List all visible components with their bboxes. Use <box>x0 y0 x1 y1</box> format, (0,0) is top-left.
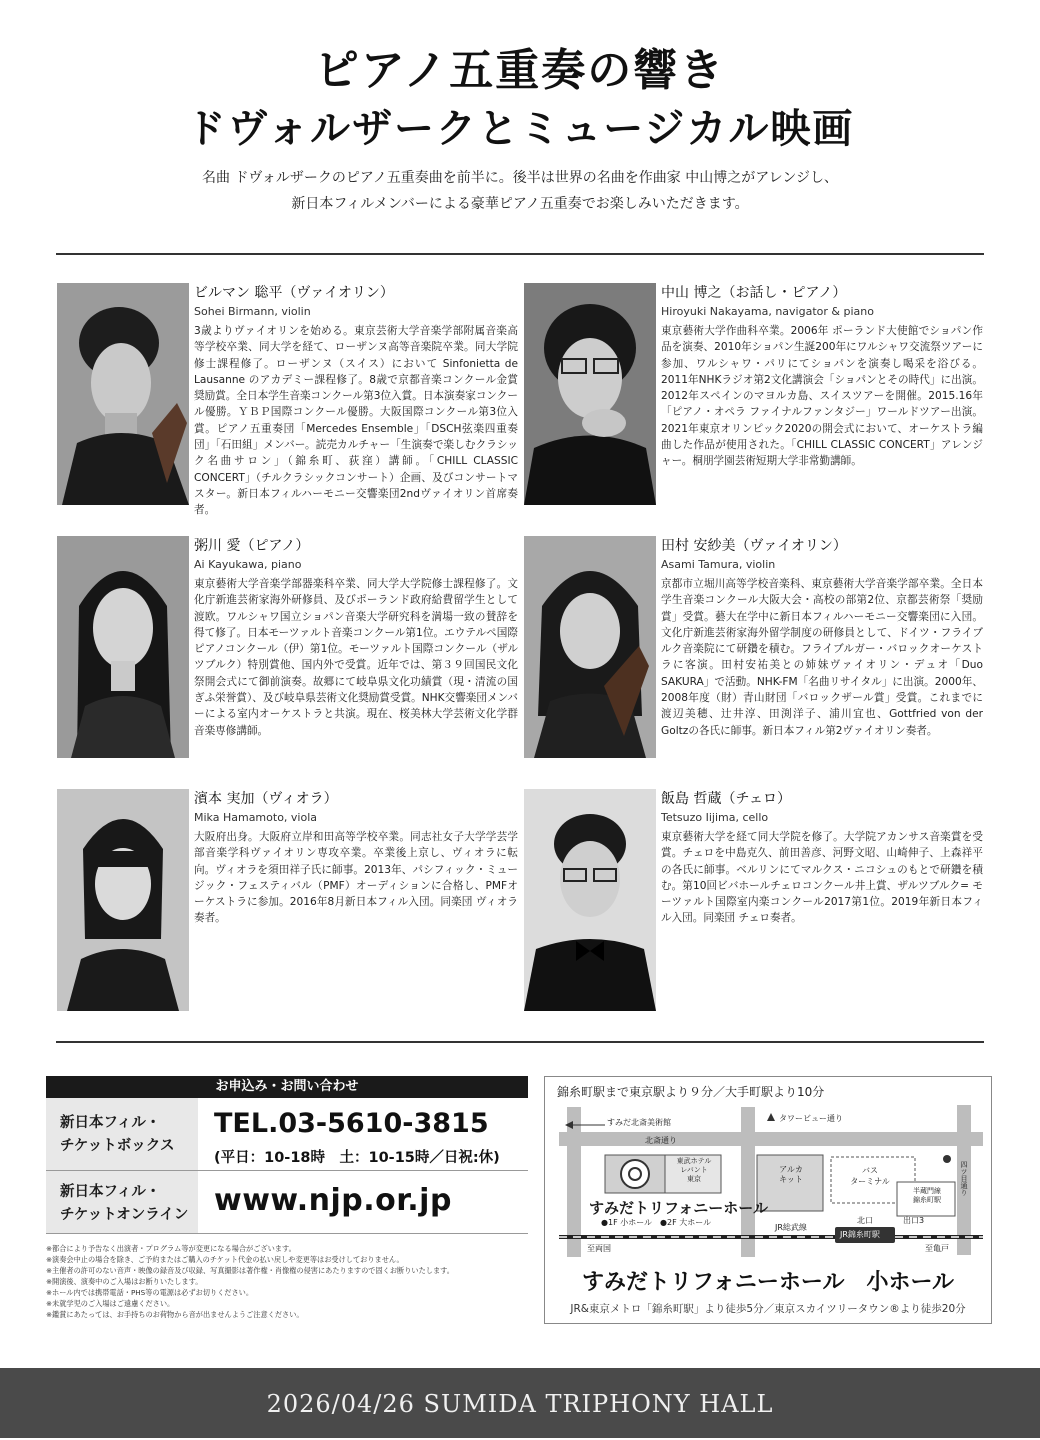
office-hours: (平日：10-18時 土：10-15時／日祝:休) <box>214 1150 500 1166</box>
performer-name-ja: 飯島 哲蔵（チェロ） <box>661 791 792 807</box>
performer-name-ja: 粥川 愛（ピアノ） <box>194 538 310 554</box>
phone-number[interactable]: TEL.03-5610-3815 <box>214 1108 489 1139</box>
map-label-jr-line: JR総武線 <box>775 1223 807 1232</box>
map-label-arcakit <box>775 1165 807 1185</box>
map-label-hotel-1: 東武ホテル <box>676 1157 712 1165</box>
performer-photo-kayukawa <box>57 536 189 758</box>
performer-bio-text: 東京藝術大学音楽学部器楽科卒業、同大学大学院修士課程修了。文化庁新進芸術家海外研修員、及びポーランド政府給費留学生として渡欧。ワルシャワ国立ショパン音楽大学研究科を満場一致の賛辞を得て修了。日本モーツァルト音楽コンクール第1位。エウテルペ国際ピアノコンクール（伊）第1位。モーツァルト国際コンクール（ザルツブルク）特別賞他、国内外で受賞。近年では、第３９回国民文化祭開会式にて御前演奏。故郷にて岐阜県文化功績賞（現・清流の国ぎふ栄誉賞）、及び岐阜県芸術文化奨励賞受賞。NHK交響楽団メンバーによる室内オーケストラと共演。現在、桜美林大学芸術文化学群音楽専修講師。 <box>194 578 519 737</box>
performer-bio-text: 3歳よりヴァイオリンを始める。東京芸術大学音楽学部附属音楽高等学校卒業、同大学を経て、ローザンヌ高等音楽院卒業。同大学院修士課程修了。ローザンヌ（スイス）において Sinfonietta de Lausanne のアカデミー課程修了。8歳で京都音楽コンクール金賞奨励賞。全日本学生音楽コンクール第3位入賞。日本演奏家コンクール優勝。ＹＢＰ国際コンクール優勝。大阪国際コンクール第3位入賞。ピアノ五重奏団「Mercedes Ensemble」「DSCH弦楽四重奏団」「石田組」メンバー。読売カルチャー「生演奏で楽しむクラシック名曲サロン」（錦糸町、荻窪）講師。「CHILL CLASSIC CONCERT」（チルクラシックコンサート）企画、及びコンサートマスター。新日本フィルハーモニー交響楽団2ndヴァイオリン首席奏者。 <box>194 325 518 517</box>
contact-phone-row <box>46 1098 528 1171</box>
performer-name-ja: 田村 安紗美（ヴァイオリン） <box>661 538 847 554</box>
web-label-line-1: 新日本フィル・ <box>60 1184 161 1200</box>
map-label-bus-2: ターミナル <box>850 1177 890 1186</box>
performer-name-en: Ai Kayukawa, piano <box>194 558 302 571</box>
map-label-hotel-2: レバント <box>680 1166 708 1174</box>
note-item: ※開演後、演奏中のご入場はお断りいたします。 <box>46 1277 203 1286</box>
map-label-hotel-3: 東京 <box>687 1175 701 1183</box>
performer-photo-tamura <box>524 536 656 758</box>
performer-bio-nakayama <box>661 283 983 470</box>
performer-bio-text: 東京藝術大学作曲科卒業。2006年 ポーランド大使館でショパン作品を演奏、2010年ショパン生誕200年にワルシャワ交流祭ツアーに参加、ワルシャワ・パリにてショパンを演奏し喝采を浴びる。2011年NHKラジオ第2文化講演会「ショパンとその時代」に出演。2012年スペインのマヨルカ島、スイスツアーを開催。2015.16年「ピアノ・オペラ ファイナルファンタジー」ワールドツアー出演。2021年東京オリンピック2020の開会式において、オーケストラ編曲した作品が使用された。「CHILL CLASSIC CONCERT」アレンジャー。桐朋学園芸術短期大学非常勤講師。 <box>661 325 983 468</box>
map-travel-time: 錦糸町駅まで東京駅より９分／大手町駅より10分 <box>557 1085 825 1099</box>
map-label-bus-terminal <box>845 1165 895 1187</box>
map-label-bus-1: バス <box>862 1166 878 1175</box>
performer-name-en: Hiroyuki Nakayama, navigator & piano <box>661 305 874 318</box>
performer-photo-nakayama <box>524 283 656 505</box>
intro-line-2: 新日本フィルメンバーによる豪華ピアノ五重奏でお楽しみいただきます。 <box>291 196 749 212</box>
performer-name-en: Mika Hamamoto, viola <box>194 811 318 824</box>
intro-line-1: 名曲 ドヴォルザークのピアノ五重奏曲を前半に。後半は世界の名曲を作曲家 中山博之がアレンジし、 <box>202 170 838 186</box>
performer-name-ja: 中山 博之（お話し・ピアノ） <box>661 285 847 301</box>
venue-access: JR&東京メトロ「錦糸町駅」より徒歩5分／東京スカイツリータウン®より徒歩20分 <box>570 1303 966 1315</box>
map-label-hall: すみだトリフォニーホール <box>589 1199 768 1217</box>
phone-label <box>46 1098 198 1170</box>
performer-name-en: Tetsuzo Iijima, cello <box>661 811 769 824</box>
contact-header-bar: お申込み・お問い合わせ <box>46 1076 528 1098</box>
web-label <box>46 1171 198 1233</box>
page-subtitle: ドヴォルザークとミュージカル映画 <box>185 106 855 152</box>
map-label-jr-station: JR錦糸町駅 <box>840 1230 880 1239</box>
map-label-floors: ●1F 小ホール ●2F 大ホール <box>601 1218 712 1227</box>
map-label-museum: すみだ北斎美術館 <box>607 1118 671 1127</box>
map-label-tower-view: タワービュー通り <box>779 1114 843 1123</box>
map-label-hotel <box>673 1157 715 1184</box>
performer-bio-tamura <box>661 536 983 739</box>
map-label-hanzomon-2: 錦糸町駅 <box>913 1196 941 1204</box>
map-label-hokusai-st: 北斎通り <box>645 1136 677 1145</box>
note-item: ※ホール内では携帯電話・PHS等の電源は必ずお切りください。 <box>46 1288 254 1297</box>
note-item: ※鑑賞にあたっては、お手持ちのお荷物から音が出ませんようご注意ください。 <box>46 1310 304 1319</box>
performer-bio-birmann <box>194 283 518 519</box>
exit-marker-icon <box>943 1155 951 1163</box>
venue-name: すみだトリフォニーホール 小ホール <box>581 1270 955 1295</box>
west-road <box>567 1107 581 1257</box>
map-label-hanzomon <box>899 1187 955 1205</box>
map-label-hanzomon-1: 半蔵門線 <box>913 1187 941 1195</box>
map-label-yotsume: 四ツ目通り <box>960 1161 968 1196</box>
phone-label-line-1: 新日本フィル・ <box>60 1115 161 1131</box>
page-title: ピアノ五重奏の響き <box>314 45 726 96</box>
note-item: ※主催者の許可のない音声・映像の録音及び収録、写真撮影は著作権・肖像権の侵害にあたりますので固くお断りいたします。 <box>46 1266 454 1275</box>
web-label-line-2: チケットオンライン <box>60 1207 189 1223</box>
map-label-arcakit-2: キット <box>779 1175 803 1184</box>
performer-bio-iijima <box>661 789 983 927</box>
divider-bottom <box>56 1041 984 1043</box>
arrow-up-icon <box>767 1113 775 1121</box>
note-item: ※演奏会中止の場合を除き、ご予約またはご購入のチケット代金の払い戻しや変更等はお受けしておりません。 <box>46 1255 404 1264</box>
map-label-to-ryogoku: 至両国 <box>587 1244 611 1253</box>
website-link[interactable]: www.njp.or.jp <box>214 1183 452 1218</box>
performer-bio-text: 京都市立堀川高等学校音楽科、東京藝術大学音楽学部卒業。全日本学生音楽コンクール大阪大会・高校の部第2位、京都芸術祭「奨励賞」受賞。藝大在学中に新日本フィルハーモニー交響楽団に入団。文化庁新進芸術家海外留学制度の研修員として、ドイツ・フライブルク音楽院にて研鑽を積む。フライブルガー・バロックオーケストラに客演。田村安祐美との姉妹ヴァイオリン・デュオ「Duo SAKURA」で活動。NHK-FM「名曲リサイタル」に出演。2000年、2008年度（財）青山財団「バロックザール賞」受賞。これまでに渡辺美穂、辻井淳、田渕洋子、浦川宜也、Gottfried von der Goltzの各氏に師事。新日本フィル第2ヴァイオリン奏者。 <box>661 578 983 737</box>
hokusai-road <box>559 1132 983 1146</box>
performer-name-ja: ビルマン 聡平（ヴァイオリン） <box>194 285 394 301</box>
note-item: ※未就学児のご入場はご遠慮ください。 <box>46 1299 175 1308</box>
footer-bar: 2026/04/26 SUMIDA TRIPHONY HALL <box>0 1368 1040 1438</box>
middle-road <box>741 1107 755 1257</box>
hall-logo-icon <box>621 1160 649 1188</box>
contact-web-row <box>46 1171 528 1234</box>
performer-photo-hamamoto <box>57 789 189 1011</box>
notes-list <box>46 1243 536 1320</box>
performer-bio-text: 東京藝術大学を経て同大学院を修了。大学院アカンサス音楽賞を受賞。チェロを中島克久、前田善彦、河野文昭、山崎伸子、上森祥平の各氏に師事。ベルリンにてマルクス・ニコシュのもとで研鑽を積む。第10回ビバホールチェロコンクール井上賞、ザルツブルク= モーツァルト国際室内楽コンクール2017第1位。2019年新日本フィル入団。同楽団 チェロ奏者。 <box>661 831 983 925</box>
performer-photo-iijima <box>524 789 656 1011</box>
map-label-to-kameido: 至亀戸 <box>925 1244 949 1253</box>
note-item: ※都合により予告なく出演者・プログラム等が変更になる場合がございます。 <box>46 1244 296 1253</box>
performer-name-ja: 濱本 実加（ヴィオラ） <box>194 791 338 807</box>
map-label-north-exit: 北口 <box>857 1216 873 1225</box>
map-label-exit3: 出口3 <box>903 1216 925 1225</box>
divider-top <box>56 253 984 255</box>
performer-name-en: Sohei Birmann, violin <box>194 305 311 318</box>
performer-bio-hamamoto <box>194 789 518 927</box>
phone-label-line-2: チケットボックス <box>60 1138 175 1154</box>
map-label-arcakit-1: アルカ <box>779 1165 803 1174</box>
performer-bio-kayukawa <box>194 536 518 739</box>
performer-name-en: Asami Tamura, violin <box>661 558 776 571</box>
performer-photo-birmann <box>57 283 189 505</box>
performer-bio-text: 大阪府出身。大阪府立岸和田高等学校卒業。同志社女子大学学芸学部音楽学科ヴァイオリン専攻卒業。卒業後上京し、ヴィオラに転向。ヴィオラを須田祥子氏に師事。2013年、パシフィック・ミュージック・フェスティバル（PMF）オーディションに合格し、PMFオーケストラに参加。2016年8月新日本フィル入団。同楽団 ヴィオラ奏者。 <box>194 831 518 925</box>
access-map <box>544 1076 992 1324</box>
